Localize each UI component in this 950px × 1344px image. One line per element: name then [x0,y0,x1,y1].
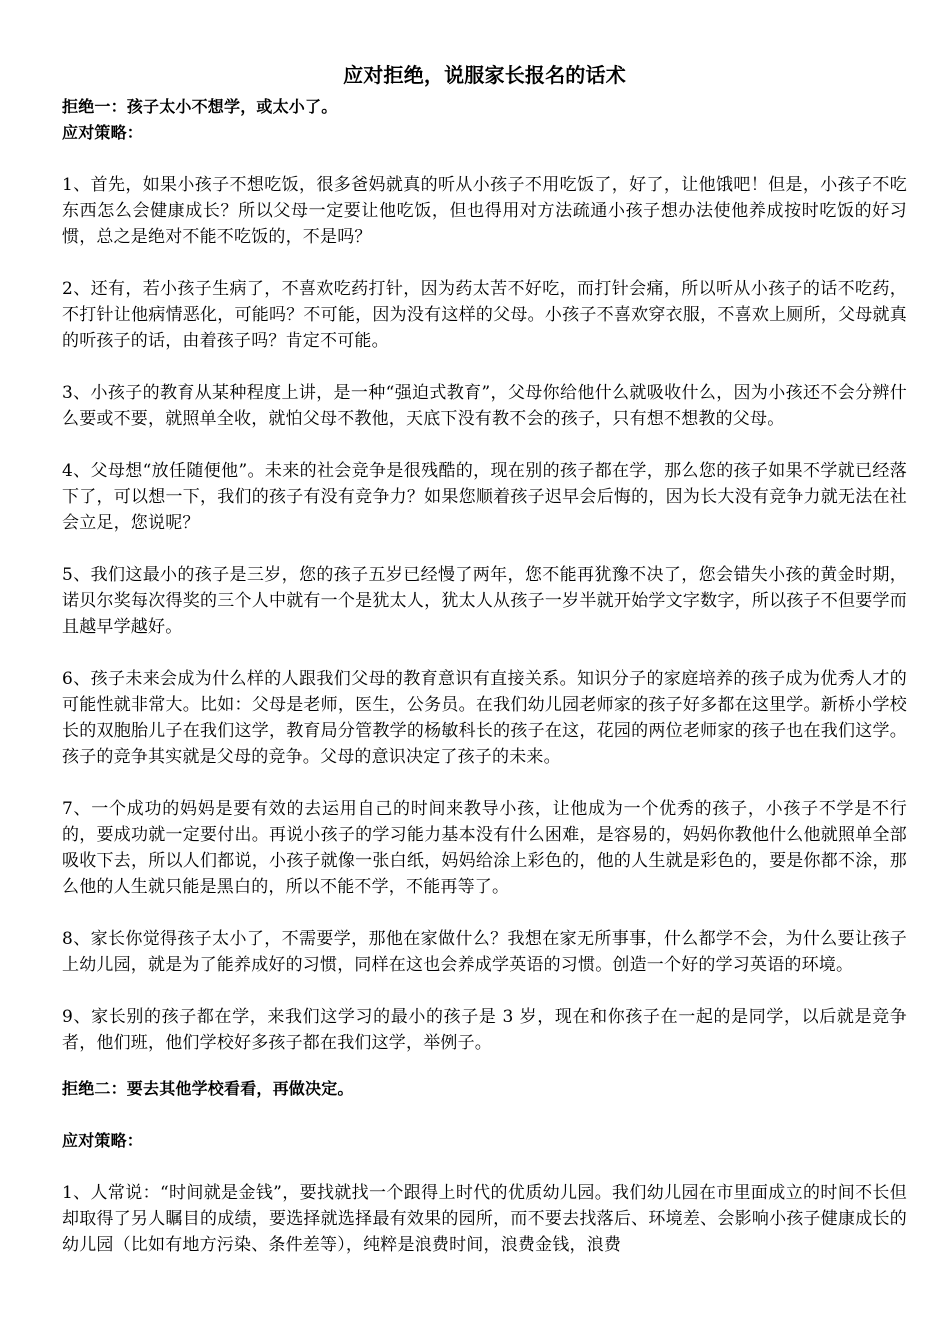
paragraph-8: 8、家长你觉得孩子太小了，不需要学，那他在家做什么？我想在家无所事事，什么都学不会，为什么要让孩子上幼儿园，就是为了能养成好的习惯，同样在这也会养成学英语的习惯。创造一个好的学习英语的环境。 [62,929,907,975]
paragraph-2: 2、还有，若小孩子生病了，不喜欢吃药打针，因为药太苦不好吃，而打针会痛，所以听从小孩子的话不吃药，不打针让他病情恶化，可能吗？不可能，因为没有这样的父母。小孩子不喜欢穿衣服，不喜欢上厕所，父母就真的听孩子的话，由着孩子吗？肯定不可能。 [62,279,907,351]
paragraph-9: 9、家长别的孩子都在学，来我们这学习的最小的孩子是 3 岁，现在和你孩子在一起的是同学，以后就是竞争者，他们班，他们学校好多孩子都在我们这学，举例子。 [62,1007,907,1053]
section-heading: 拒绝一：孩子太小不想学，或太小了。 [62,97,338,116]
paragraph-1: 1、人常说：“时间就是金钱”，要找就找一个跟得上时代的优质幼儿园。我们幼儿园在市里面成立的时间不长但却取得了另人瞩目的成绩，要选择就选择最有效果的园所，而不要去找落后、环境差、会影响小孩子健康成长的幼儿园（比如有地方污染、条件差等），纯粹是浪费时间，浪费金钱，浪费 [62,1183,907,1255]
document-title: 应对拒绝，说服家长报名的话术 [343,63,626,87]
section-rejection-2 [62,1076,907,1258]
section-rejection-1 [62,94,907,1056]
document-page [62,60,907,1258]
paragraph-1: 1、首先，如果小孩子不想吃饭，很多爸妈就真的听从小孩子不用吃饭了，好了，让他饿吧！但是，小孩子不吃东西怎么会健康成长？所以父母一定要让他吃饭，但也得用对方法疏通小孩子想办法使他养成按时吃饭的好习惯，总之是绝对不能不吃饭的，不是吗？ [62,175,907,247]
section-heading: 拒绝二：要去其他学校看看，再做决定。 [62,1079,354,1098]
paragraph-6: 6、孩子未来会成为什么样的人跟我们父母的教育意识有直接关系。知识分子的家庭培养的孩子成为优秀人才的可能性就非常大。比如：父母是老师，医生，公务员。在我们幼儿园老师家的孩子好多都在这里学。新桥小学校长的双胞胎儿子在我们这学，教育局分管教学的杨敏科长的孩子在这，花园的两位老师家的孩子也在我们这学。孩子的竞争其实就是父母的竞争。父母的意识决定了孩子的未来。 [62,669,907,767]
paragraph-3: 3、小孩子的教育从某种程度上讲，是一种“强迫式教育”，父母你给他什么就吸收什么，因为小孩还不会分辨什么要或不要，就照单全收，就怕父母不教他，天底下没有教不会的孩子，只有想不想教的父母。 [62,383,907,429]
paragraph-7: 7、一个成功的妈妈是要有效的去运用自己的时间来教导小孩，让他成为一个优秀的孩子，小孩子不学是不行的，要成功就一定要付出。再说小孩子的学习能力基本没有什么困难，是容易的，妈妈你教他什么他就照单全部吸收下去，所以人们都说，小孩子就像一张白纸，妈妈给涂上彩色的，他的人生就是彩色的，要是你都不涂，那么他的人生就只能是黑白的，所以不能不学，不能再等了。 [62,799,907,897]
paragraph-4: 4、父母想“放任随便他”。未来的社会竞争是很残酷的，现在别的孩子都在学，那么您的孩子如果不学就已经落下了，可以想一下，我们的孩子有没有竞争力？如果您顺着孩子迟早会后悔的，因为长大没有竞争力就无法在社会立足，您说呢？ [62,461,907,533]
strategy-label: 应对策略： [62,1131,144,1150]
paragraph-5: 5、我们这最小的孩子是三岁，您的孩子五岁已经慢了两年，您不能再犹豫不决了，您会错失小孩的黄金时期，诺贝尔奖每次得奖的三个人中就有一个是犹太人，犹太人从孩子一岁半就开始学文字数字，所以孩子不但要学而且越早学越好。 [62,565,907,637]
strategy-label: 应对策略： [62,123,144,142]
